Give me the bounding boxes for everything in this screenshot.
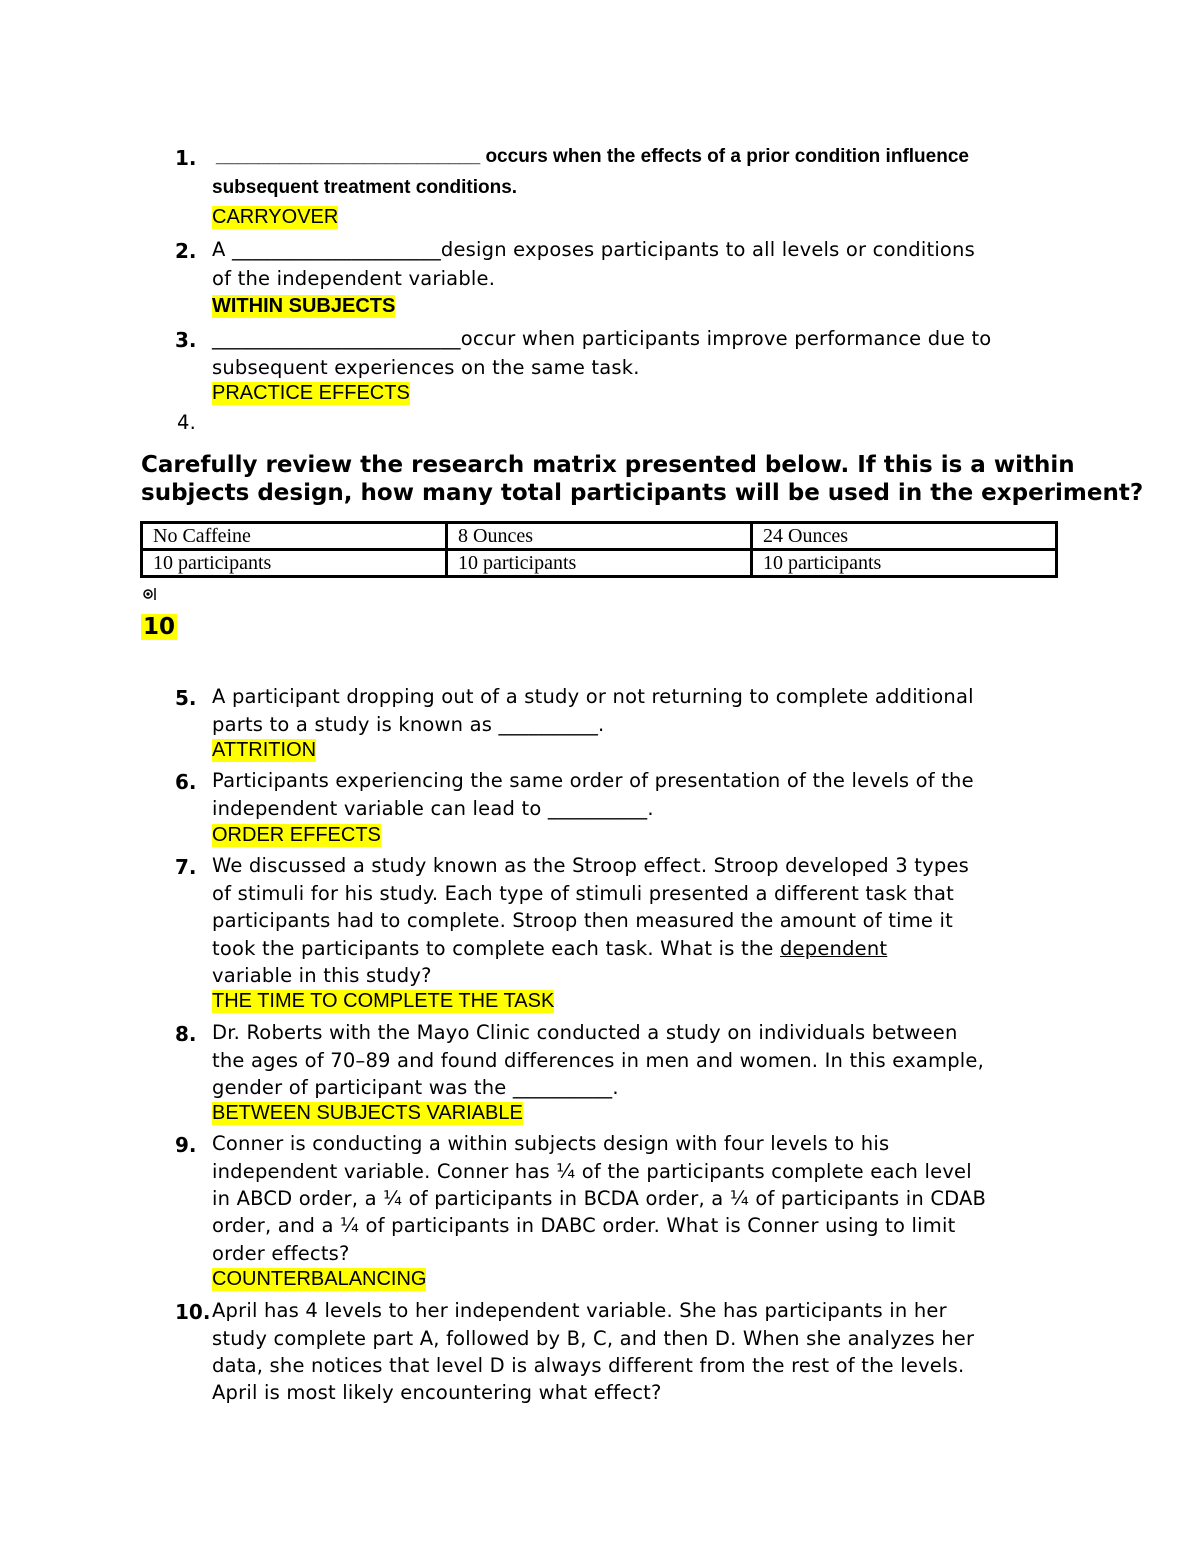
table-row [142, 523, 1057, 550]
question-text: data, she notices that level D is always different from the rest of the levels. [212, 1354, 965, 1377]
question-number: 2. [175, 239, 197, 263]
question-number: 10. [175, 1300, 211, 1324]
question-number: 9. [175, 1133, 197, 1157]
question-text: Participants experiencing the same order of presentation of the levels of the [212, 769, 974, 792]
underlined-word: dependent [779, 937, 888, 960]
question-number: 1. [175, 146, 197, 170]
question-number: 6. [175, 770, 197, 794]
question-text: gender of participant was the __________. [212, 1076, 619, 1099]
question-text: of stimuli for his study. Each type of stimuli presented a different task that [212, 882, 954, 905]
question-text: in ABCD order, a ¼ of participants in BCDA order, a ¼ of participants in CDAB [212, 1187, 987, 1210]
answer-highlight: THE TIME TO COMPLETE THE TASK [212, 990, 555, 1012]
question-number: 5. [175, 686, 197, 710]
question-text: subsequent treatment conditions. [212, 177, 518, 198]
question-text: _________________________ occurs when the effects of a prior condition influence [216, 146, 969, 167]
answer-highlight: CARRYOVER [212, 206, 339, 228]
table-cell: 10 participants [752, 550, 1057, 577]
question-text: independent variable. Conner has ¼ of the participants complete each level [212, 1160, 972, 1183]
question-text: A _____________________design exposes participants to all levels or conditions [212, 238, 975, 261]
answer-highlight: COUNTERBALANCING [212, 1268, 427, 1290]
question-text: We discussed a study known as the Stroop effect. Stroop developed 3 types [212, 854, 970, 877]
question-text: variable in this study? [212, 964, 432, 987]
table-cell: 8 Ounces [447, 523, 752, 550]
question-text: of the independent variable. [212, 267, 496, 290]
question-text: April has 4 levels to her independent variable. She has participants in her [212, 1299, 947, 1322]
answer-highlight: PRACTICE EFFECTS [212, 382, 410, 404]
question-text: _________________________occur when participants improve performance due to [212, 327, 992, 350]
question-text: independent variable can lead to __________. [212, 797, 654, 820]
paste-options-icon[interactable] [141, 585, 159, 603]
matrix-prompt: Carefully review the research matrix presented below. If this is a within [141, 452, 1075, 478]
answer-highlight: ORDER EFFECTS [212, 824, 381, 846]
question-text: order effects? [212, 1242, 350, 1265]
answer-highlight: ATTRITION [212, 739, 317, 761]
matrix-prompt: subjects design, how many total participants will be used in the experiment? [141, 480, 1144, 506]
table-cell: No Caffeine [142, 523, 447, 550]
question-text: order, and a ¼ of participants in DABC order. What is Conner using to limit [212, 1214, 956, 1237]
question-text: Conner is conducting a within subjects design with four levels to his [212, 1132, 890, 1155]
answer-highlight: BETWEEN SUBJECTS VARIABLE [212, 1102, 523, 1124]
table-row [142, 550, 1057, 577]
question-text: April is most likely encountering what effect? [212, 1381, 662, 1404]
question-text: subsequent experiences on the same task. [212, 356, 640, 379]
question-text: study complete part A, followed by B, C, and then D. When she analyzes her [212, 1327, 975, 1350]
matrix-answer: 10 [143, 614, 176, 640]
question-number: 8. [175, 1022, 197, 1046]
question-text: participants had to complete. Stroop then measured the amount of time it [212, 909, 953, 932]
question-text: A participant dropping out of a study or not returning to complete additional [212, 685, 974, 708]
question-text [212, 937, 887, 960]
question-text: Dr. Roberts with the Mayo Clinic conducted a study on individuals between [212, 1021, 958, 1044]
question-text-part: took the participants to complete each task. What is the [212, 937, 780, 960]
research-matrix-table [140, 521, 1058, 578]
question-number: 4. [177, 411, 197, 434]
table-cell: 10 participants [142, 550, 447, 577]
answer-highlight: WITHIN SUBJECTS [212, 295, 396, 317]
question-text: parts to a study is known as __________. [212, 713, 605, 736]
table-cell: 10 participants [447, 550, 752, 577]
question-text: the ages of 70–89 and found differences in men and women. In this example, [212, 1049, 985, 1072]
question-number: 3. [175, 328, 197, 352]
question-number: 7. [175, 855, 197, 879]
table-cell: 24 Ounces [752, 523, 1057, 550]
